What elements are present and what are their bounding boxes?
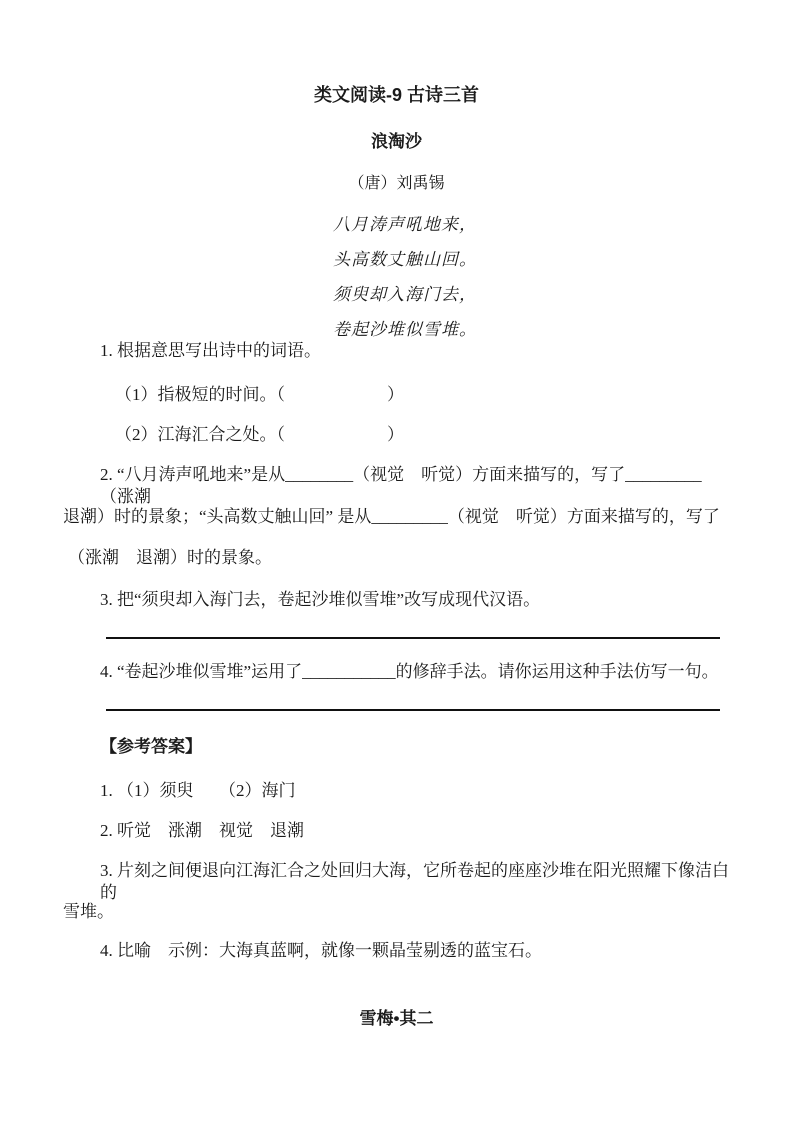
poem-line: 卷起沙堆似雪堆。 bbox=[333, 320, 477, 339]
question-2-line-2: 退潮）时的景象；“头高数丈触山回” 是从_________（视觉 听觉）方面来描写的，写了 bbox=[63, 507, 720, 526]
question-1-item-2: （2）江海汇合之处。（ ） bbox=[115, 425, 404, 444]
poem-author: （唐）刘禹锡 bbox=[348, 175, 445, 192]
poem-line: 八月涛声吼地来， bbox=[333, 215, 477, 234]
answer-2: 2. 听觉 涨潮 视觉 退潮 bbox=[100, 821, 304, 840]
poem-title: 浪淘沙 bbox=[371, 132, 422, 151]
answer-3-line-1: 3. 片刻之间便退向江海汇合之处回归大海，它所卷起的座座沙堆在阳光照耀下像洁白的 bbox=[100, 861, 729, 902]
question-1-stem: 1. 根据意思写出诗中的词语。 bbox=[100, 341, 321, 360]
question-2-line-1: 2. “八月涛声吼地来”是从________（视觉 听觉）方面来描写的，写了_________（涨潮 bbox=[100, 465, 702, 506]
reference-answers-header: 【参考答案】 bbox=[100, 737, 202, 756]
question-4: 4. “卷起沙堆似雪堆”运用了___________的修辞手法。请你运用这种手法仿写一句。 bbox=[100, 662, 719, 681]
answer-1: 1. （1）须臾 （2）海门 bbox=[100, 781, 296, 800]
next-section-title: 雪梅•其二 bbox=[359, 1009, 434, 1028]
question-3: 3. 把“须臾却入海门去，卷起沙堆似雪堆”改写成现代汉语。 bbox=[100, 590, 541, 609]
answer-blank-line bbox=[106, 637, 720, 639]
poem-body bbox=[333, 207, 477, 347]
question-2-line-3: （涨潮 退潮）时的景象。 bbox=[68, 548, 272, 567]
answer-4: 4. 比喻 示例：大海真蓝啊，就像一颗晶莹剔透的蓝宝石。 bbox=[100, 941, 542, 960]
page-title: 类文阅读-9 古诗三首 bbox=[313, 85, 479, 105]
poem-line: 头高数丈触山回。 bbox=[333, 250, 477, 269]
poem-line: 须臾却入海门去， bbox=[333, 285, 477, 304]
answer-blank-line bbox=[106, 709, 720, 711]
question-1-item-1: （1）指极短的时间。（ ） bbox=[115, 385, 404, 404]
answer-3-line-2: 雪堆。 bbox=[63, 902, 114, 921]
